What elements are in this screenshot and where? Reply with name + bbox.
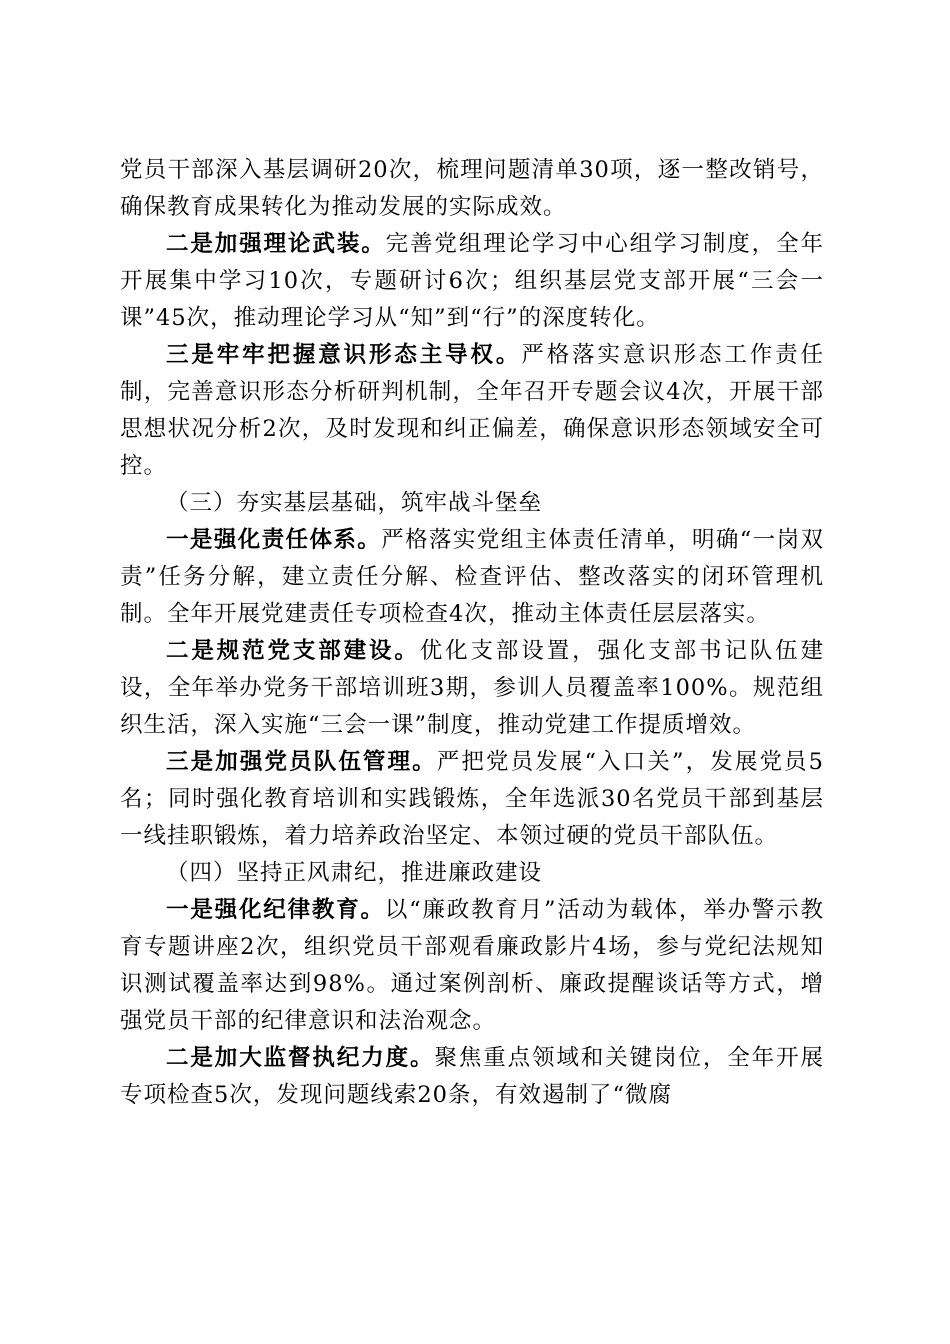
paragraph-text: 以“廉政教育月”活动为载体，举办警示教育专题讲座2次，组织党员干部观看廉政影片4场，参与党纪法规知识测试覆盖率达到98%。通过案例剖析、廉政提醒谈话等方式，增强党员干部的纪律意识和法治观念。 bbox=[120, 897, 824, 1034]
paragraph-ideology bbox=[120, 337, 824, 485]
paragraph-text: 聚焦重点领域和关键岗位，全年开展专项检查5次，发现问题线索20条，有效遏制了“微腐 bbox=[120, 1045, 824, 1108]
paragraph-text: 严格落实党组主体责任清单，明确“一岗双责”任务分解，建立责任分解、检查评估、整改落实的闭环管理机制。全年开展党建责任专项检查4次，推动主体责任层层落实。 bbox=[120, 527, 824, 627]
paragraph-discipline-education bbox=[120, 892, 824, 1040]
paragraph-member-management bbox=[120, 744, 824, 855]
paragraph-text: 完善党组理论学习中心组学习制度，全年开展集中学习10次，专题研讨6次；组织基层党支部开展“三会一课”45次，推动理论学习从“知”到“行”的深度转化。 bbox=[120, 231, 824, 331]
paragraph-lead: 三是牢牢把握意识形态主导权。 bbox=[166, 342, 522, 368]
paragraph-continuation bbox=[120, 152, 824, 226]
paragraph-text: 党员干部深入基层调研20次，梳理问题清单30项，逐一整改销号，确保教育成果转化为推动发展的实际成效。 bbox=[120, 157, 824, 220]
section-heading-3: （三）夯实基层基础，筑牢战斗堡垒 bbox=[166, 490, 543, 516]
paragraph-lead: 一是强化责任体系。 bbox=[166, 527, 382, 553]
paragraph-responsibility bbox=[120, 522, 824, 633]
section-heading-4: （四）坚持正风肃纪，推进廉政建设 bbox=[166, 860, 543, 886]
paragraph-lead: 二是加强理论武装。 bbox=[166, 231, 386, 257]
paragraph-text: 严把党员发展“入口关”，发展党员5名；同时强化教育培训和实践锻炼，全年选派30名党员干部到基层一线挂职锻炼，着力培养政治坚定、本领过硬的党员干部队伍。 bbox=[120, 749, 824, 849]
paragraph-supervision bbox=[120, 1040, 824, 1114]
paragraph-lead: 二是加大监督执纪力度。 bbox=[166, 1045, 435, 1071]
paragraph-lead: 三是加强党员队伍管理。 bbox=[166, 749, 437, 775]
paragraph-branch-building bbox=[120, 633, 824, 744]
paragraph-lead: 二是规范党支部建设。 bbox=[166, 638, 420, 664]
paragraph-theory-study bbox=[120, 226, 824, 337]
paragraph-text: 严格落实意识形态工作责任制，完善意识形态分析研判机制，全年召开专题会议4次，开展干部思想状况分析2次，及时发现和纠正偏差，确保意识形态领域安全可控。 bbox=[120, 342, 824, 479]
document-page bbox=[120, 152, 824, 1114]
paragraph-text: 优化支部设置，强化支部书记队伍建设，全年举办党务干部培训班3期，参训人员覆盖率100%。规范组织生活，深入实施“三会一课”制度，推动党建工作提质增效。 bbox=[120, 638, 824, 738]
paragraph-lead: 一是强化纪律教育。 bbox=[166, 897, 385, 923]
